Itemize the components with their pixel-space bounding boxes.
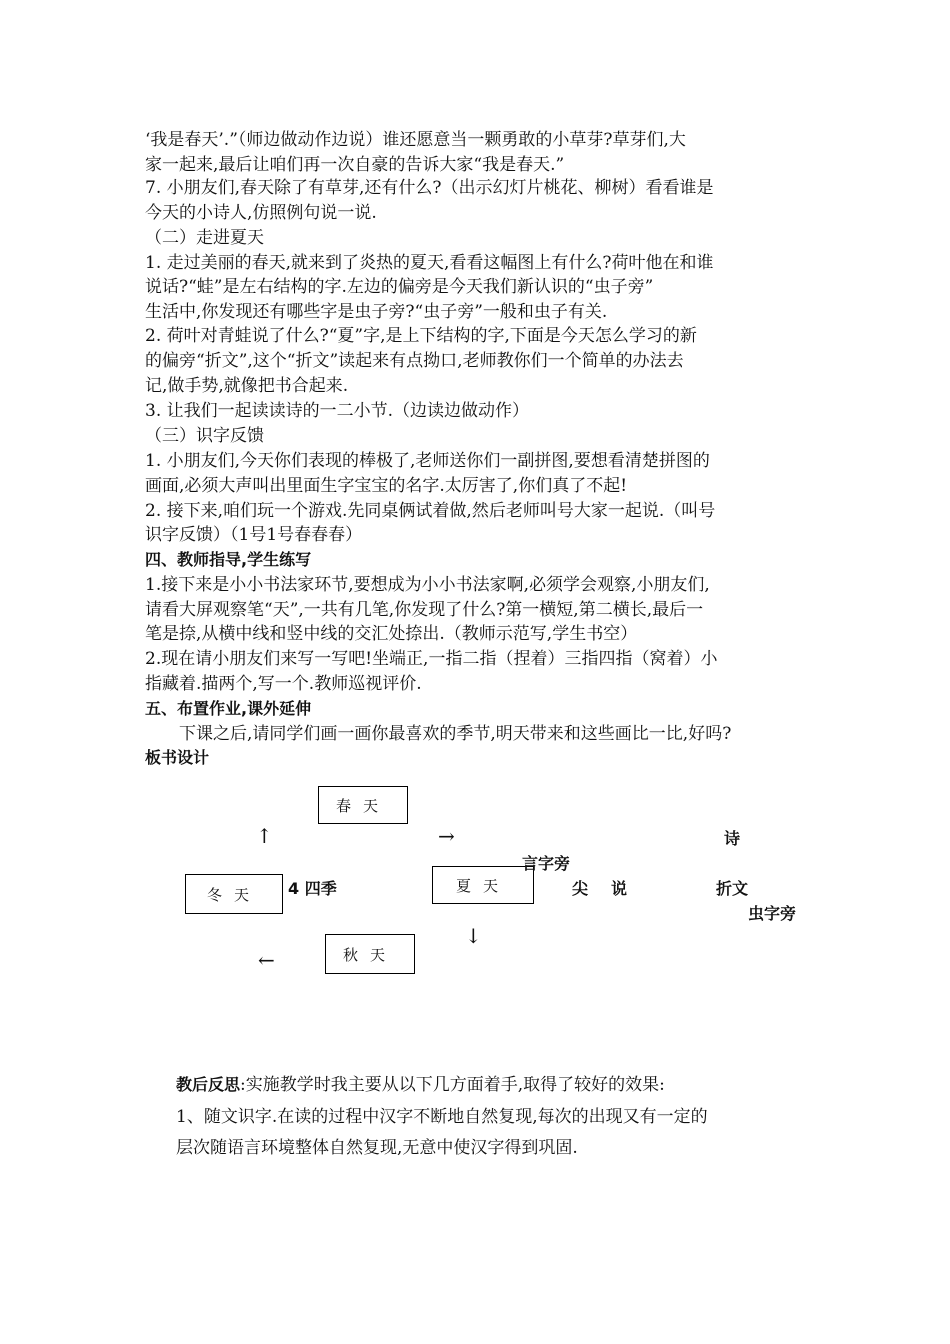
paragraph-line: 画面,必须大声叫出里面生字宝宝的名字.太厉害了,你们真了不起! [145,476,628,496]
paragraph-line: 1. 走过美丽的春天,就来到了炎热的夏天,看看这幅图上有什么?荷叶他在和谁 [145,253,714,273]
paragraph-line: 识字反馈）（1号1号春春春） [145,525,363,545]
reflection-intro: :实施教学时我主要从以下几方面着手,取得了较好的效果: [240,1075,665,1095]
label-zhe-wen: 折文 [716,879,749,898]
box-spring: 春天 [318,786,408,824]
arrow-up-icon: ↑ [256,824,273,848]
arrow-down-icon: ↓ [465,924,482,948]
paragraph-line: 2.现在请小朋友们来写一写吧!坐端正,一指二指（捏着）三指四指（窝着）小 [145,649,718,669]
paragraph-line: 的偏旁“折文”,这个“折文”读起来有点拗口,老师教你们一个简单的办法去 [145,351,684,371]
reflection-point: 层次随语言环境整体自然复现,无意中使汉字得到巩固. [176,1138,578,1158]
section-heading-bold: 五、布置作业,课外延伸 [145,699,312,718]
label-chong-radical: 虫字旁 [748,904,797,923]
box-autumn: 秋天 [325,934,415,974]
paragraph-line: 家一起来,最后让咱们再一次自豪的告诉大家“我是春天.” [145,155,565,175]
reflection-point: 1、随文识字.在读的过程中汉字不断地自然复现,每次的出现又有一定的 [176,1107,708,1127]
paragraph-line: 1. 小朋友们,今天你们表现的棒极了,老师送你们一副拼图,要想看清楚拼图的 [145,451,710,471]
section-heading-bold: 四、教师指导,学生练写 [145,550,312,569]
paragraph-line: 生活中,你发现还有哪些字是虫子旁?“虫子旁”一般和虫子有关. [145,302,608,322]
label-four-seasons: 4 四季 [288,879,337,898]
paragraph-line: ‘我是春天’.”（师边做动作边说）谁还愿意当一颗勇敢的小草芽?草芽们,大 [145,130,686,150]
box-summer: 夏天 [432,866,534,904]
paragraph-line: 7. 小朋友们,春天除了有草芽,还有什么?（出示幻灯片桃花、柳树）看看谁是 [145,178,714,198]
label-yan-radical: 言字旁 [522,854,571,873]
section-heading: （三）识字反馈 [145,426,264,446]
paragraph-line: 指藏着.描两个,写一个.教师巡视评价. [145,674,422,694]
board-design-heading: 板书设计 [145,748,210,767]
paragraph-line: 2. 接下来,咱们玩一个游戏.先同桌俩试着做,然后老师叫号大家一起说.（叫号 [145,501,716,521]
label-poem: 诗 [724,829,741,848]
paragraph-line: 下课之后,请同学们画一画你最喜欢的季节,明天带来和这些画比一比,好吗? [145,724,732,744]
paragraph-line: 今天的小诗人,仿照例句说一说. [145,203,377,223]
label-shuo: 说 [611,879,628,898]
paragraph-line: 2. 荷叶对青蛙说了什么?“夏”字,是上下结构的字,下面是今天怎么学习的新 [145,326,697,346]
paragraph-line: 请看大屏观察笔“天”,一共有几笔,你发现了什么?第一横短,第二横长,最后一 [145,600,704,620]
reflection-heading: 教后反思 [176,1075,241,1094]
paragraph-line: 笔是捺,从横中线和竖中线的交汇处捺出.（教师示范写,学生书空） [145,624,638,644]
paragraph-line: 记,做手势,就像把书合起来. [145,376,349,396]
arrow-right-icon: → [438,824,455,848]
reflection-line [176,1073,816,1097]
label-jian: 尖 [572,879,589,898]
arrow-left-icon: ← [258,948,275,972]
section-heading: （二）走进夏天 [145,228,264,248]
box-winter: 冬天 [185,874,283,914]
paragraph-line: 3. 让我们一起读读诗的一二小节.（边读边做动作） [145,401,530,421]
paragraph-line: 1.接下来是小小书法家环节,要想成为小小书法家啊,必须学会观察,小朋友们, [145,575,710,595]
paragraph-line: 说话?“蛙”是左右结构的字.左边的偏旁是今天我们新认识的“虫子旁” [145,277,654,297]
